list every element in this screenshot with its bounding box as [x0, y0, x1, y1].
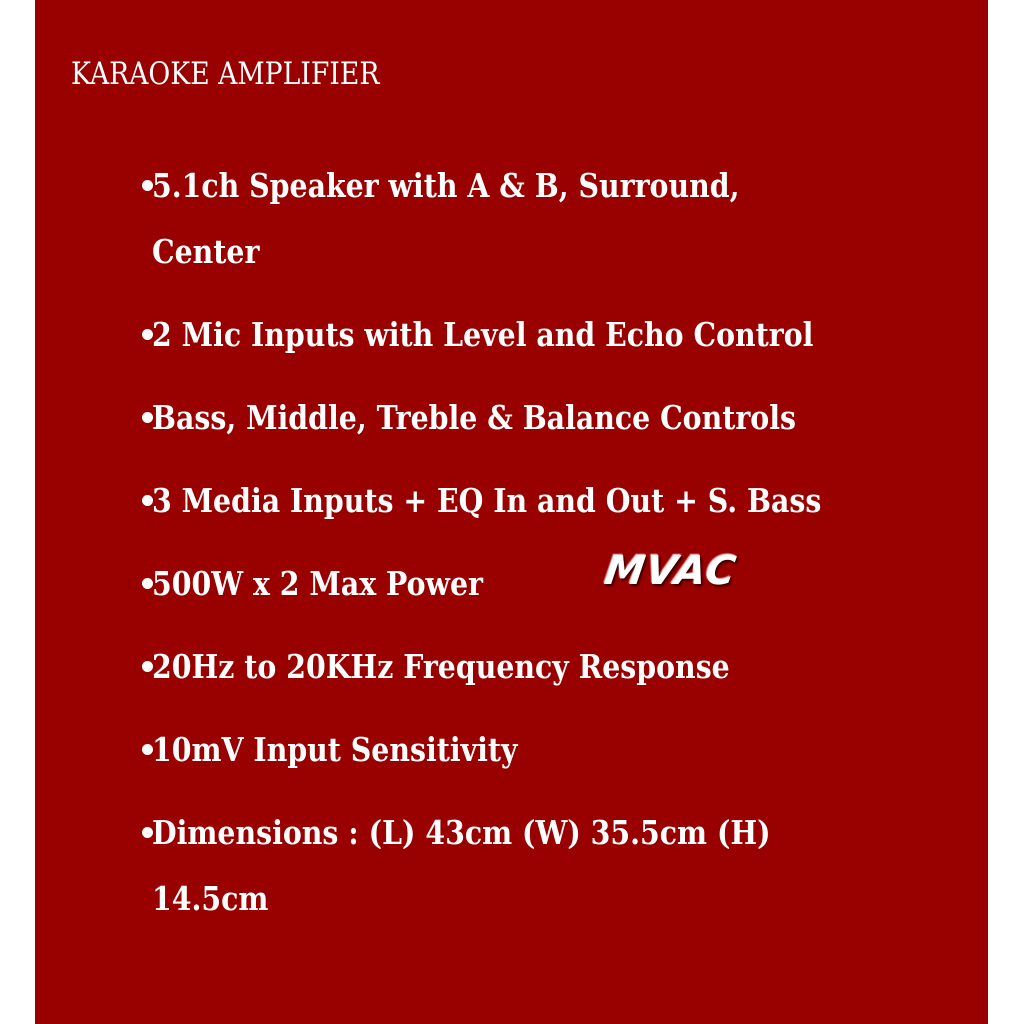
- brand-logo: MVAC: [601, 548, 740, 594]
- feature-text: 5.1ch Speaker with A & B, Surround,: [152, 166, 740, 205]
- feature-text: 20Hz to 20KHz Frequency Response: [152, 647, 730, 686]
- list-item: [152, 634, 952, 700]
- list-item: [152, 551, 952, 617]
- feature-text: Dimensions : (L) 43cm (W) 35.5cm (H): [152, 813, 771, 852]
- feature-text: 500W x 2 Max Power: [152, 564, 483, 603]
- list-item: [152, 302, 952, 368]
- list-item: [152, 385, 952, 451]
- feature-text: 10mV Input Sensitivity: [152, 730, 518, 769]
- feature-text-continued: Center: [152, 232, 260, 271]
- feature-list: [152, 153, 952, 949]
- feature-text-continued: 14.5cm: [152, 879, 269, 918]
- feature-text: 2 Mic Inputs with Level and Echo Control: [152, 315, 814, 354]
- list-item: [152, 717, 952, 783]
- list-item: [152, 468, 952, 534]
- feature-text: 3 Media Inputs + EQ In and Out + S. Bass: [152, 481, 822, 520]
- list-item: [152, 800, 952, 932]
- list-item: [152, 153, 952, 285]
- page-title: KARAOKE AMPLIFIER: [71, 56, 380, 92]
- feature-text: Bass, Middle, Treble & Balance Controls: [152, 398, 797, 437]
- spec-panel: [35, 0, 988, 1024]
